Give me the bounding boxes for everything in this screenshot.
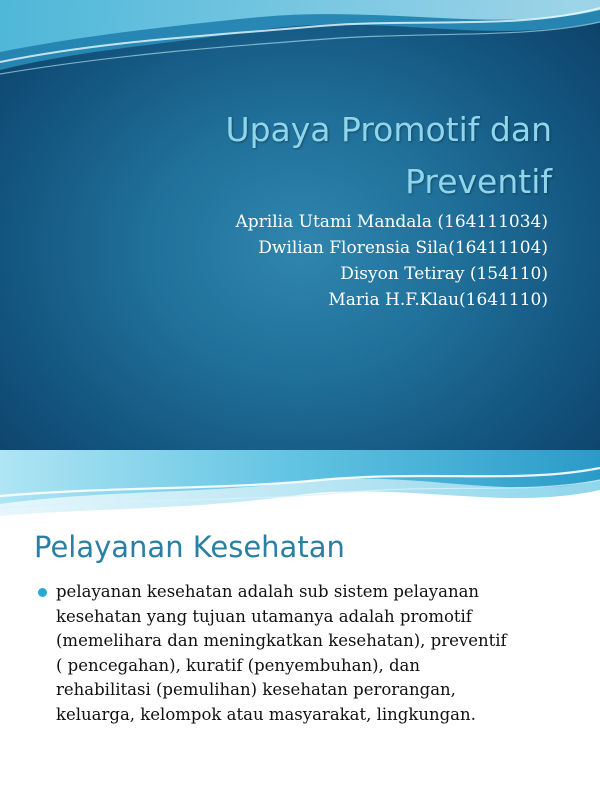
author-list	[128, 209, 548, 313]
content-slide	[0, 450, 600, 800]
author-name: Dwilian Florensia Sila(16411104)	[258, 238, 548, 258]
title-line-1: Upaya Promotif dan	[225, 110, 552, 149]
author-name: Aprilia Utami Mandala (164111034)	[235, 212, 548, 232]
bullet-line: rehabilitasi (pemulihan) kesehatan perorangan,	[56, 680, 456, 699]
presentation-title	[92, 104, 552, 208]
bullet-line: pelayanan kesehatan adalah sub sistem pelayanan	[56, 582, 480, 601]
title-line-2: Preventif	[405, 162, 552, 201]
bullet-line: keluarga, kelompok atau masyarakat, lingkungan.	[56, 704, 476, 724]
author-name: Maria H.F.Klau(1641110)	[328, 290, 548, 310]
bullet-line: (memelihara dan meningkatkan kesehatan), preventif	[56, 631, 507, 650]
wave-band-decoration	[0, 450, 600, 520]
bullet-line: kesehatan yang tujuan utamanya adalah promotif	[56, 606, 472, 626]
top-wave-decoration	[0, 0, 600, 90]
author-name: Disyon Tetiray (154110)	[340, 264, 548, 284]
bullet-item	[36, 580, 576, 727]
bullet-list	[36, 580, 576, 727]
bullet-line: ( pencegahan), kuratif (penyembuhan), dan	[56, 655, 421, 675]
bullet-dot-icon	[38, 588, 47, 597]
slide-heading: Pelayanan Kesehatan	[34, 530, 345, 564]
